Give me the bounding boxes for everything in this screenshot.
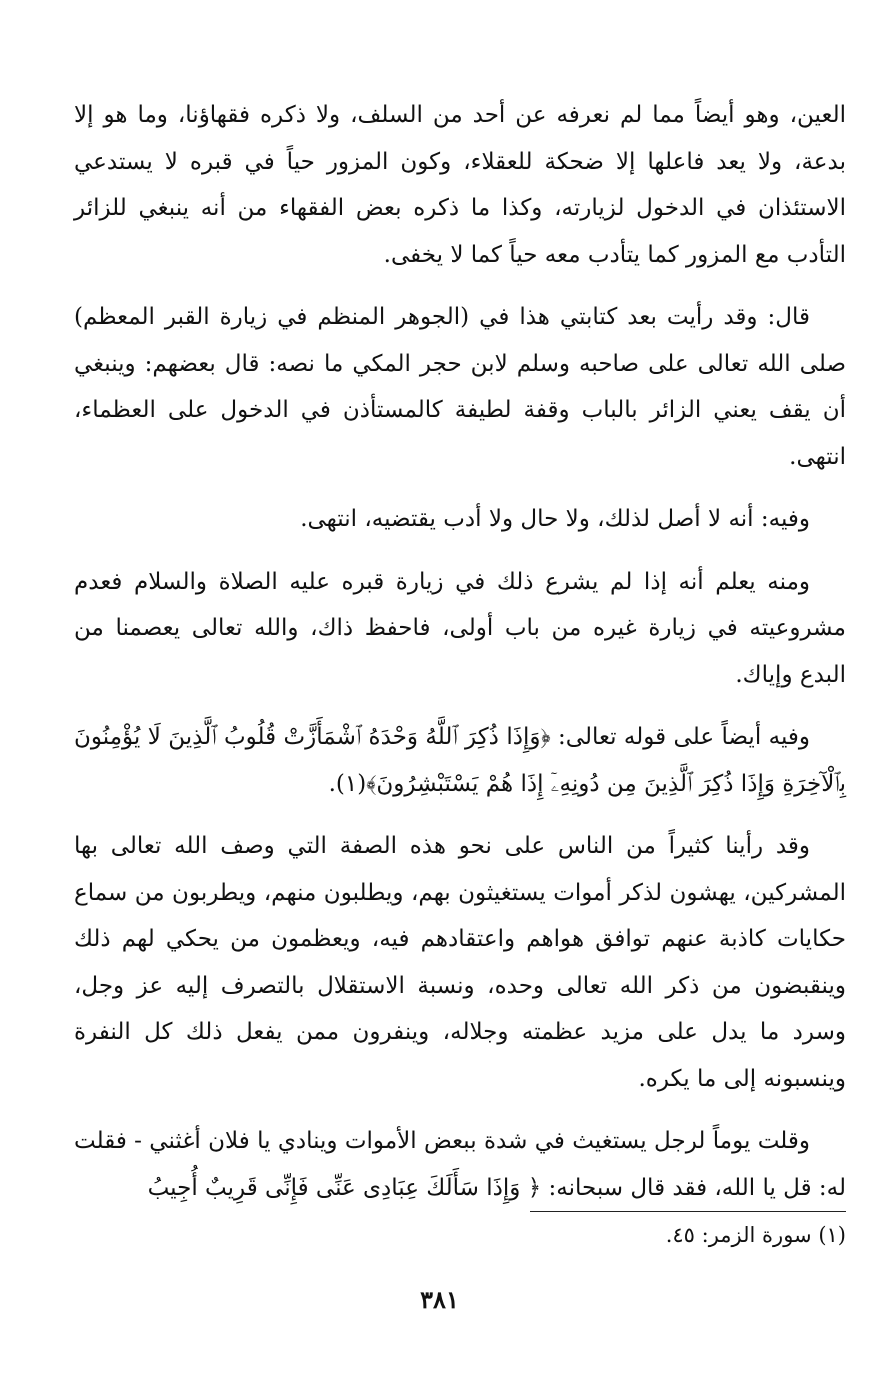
paragraph-quran-quote: وفيه أيضاً على قوله تعالى: ﴿وَإِذَا ذُكِرَ ٱللَّهُ وَحْدَهُ ٱشْمَأَزَّتْ قُلُوبُ ٱلَّذِينَ لَا يُؤْمِنُونَ بِٱلْآخِرَةِ وَإِذَا ذُكِرَ ٱلَّذِينَ مِن دُونِهِۦٓ إِذَا هُمْ يَسْتَبْشِرُونَ﴾(١). (74, 724, 846, 797)
paragraph: وقلت يوماً لرجل يستغيث في شدة ببعض الأموات وينادي يا فلان أغثني - فقلت له: قل يا الله، فقد قال سبحانه: ﴿ وَإِذَا سَأَلَكَ عِبَادِى عَنِّى فَإِنِّى قَرِيبٌ أُجِيبُ (74, 1128, 846, 1201)
paragraph: العين، وهو أيضاً مما لم نعرفه عن أحد من السلف، ولا ذكره فقهاؤنا، وما هو إلا بدعة، ولا يعد فاعلها إلا ضحكة للعقلاء، وكون المزور حياً في قبره لا يستدعي الاستئذان في الدخول لزيارته، وكذا ما ذكره بعض الفقهاء من أنه ينبغي للزائر التأدب مع المزور كما يتأدب معه حياً كما لا يخفى. (74, 102, 846, 268)
body-text (74, 92, 846, 1227)
page-number: ٣٨١ (420, 1285, 459, 1314)
paragraph: قال: وقد رأيت بعد كتابتي هذا في (الجوهر المنظم في زيارة القبر المعظم) صلى الله تعالى على صاحبه وسلم لابن حجر المكي ما نصه: قال بعضهم: وينبغي أن يقف يعني الزائر بالباب وقفة لطيفة كالمستأذن في الدخول على العظماء، انتهى. (74, 304, 846, 470)
footnote-divider (530, 1211, 846, 1212)
paragraph: وفيه: أنه لا أصل لذلك، ولا حال ولا أدب يقتضيه، انتهى. (300, 506, 810, 532)
paragraph: ومنه يعلم أنه إذا لم يشرع ذلك في زيارة قبره عليه الصلاة والسلام فعدم مشروعيته في زيارة غيره من باب أولى، فاحفظ ذاك، والله تعالى يعصمنا من البدع وإياك. (74, 568, 846, 688)
paragraph: وقد رأينا كثيراً من الناس على نحو هذه الصفة التي وصف الله تعالى بها المشركين، يهشون لذكر أموات يستغيثون بهم، ويطلبون منهم، ويطربون من سماع حكايات كاذبة عنهم توافق هواهم واعتقادهم فيه، ويعظمون من يحكي لهم ذلك وينقبضون من ذكر الله تعالى وحده، ونسبة الاستقلال بالتصرف إليه عز وجل، وسرد ما يدل على مزيد عظمته وجلاله، وينفرون ممن يفعل ذلك كل النفرة وينسبونه إلى ما يكره. (74, 833, 846, 1092)
footnote: (١) سورة الزمر: ٤٥. (665, 1223, 846, 1247)
